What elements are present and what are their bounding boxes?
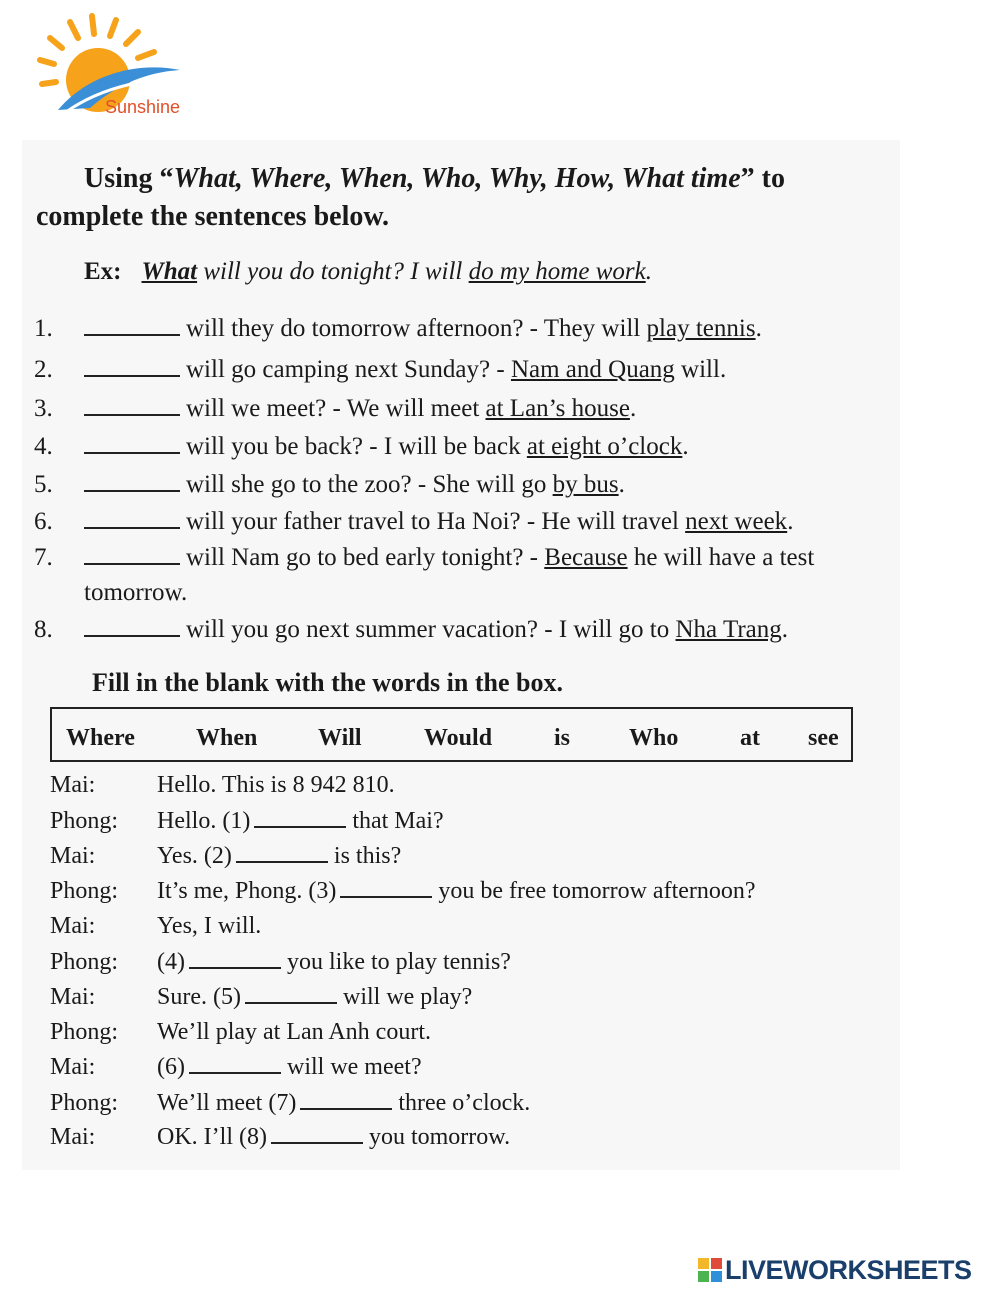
- dialogue-blank-5[interactable]: [245, 984, 337, 1004]
- word-see: see: [808, 725, 839, 751]
- instruction-what-where: Using “What, Where, When, Who, Why, How, What time” to complete the sentences below.: [84, 160, 894, 198]
- instruction-fill-blank: Fill in the blank with the words in the box.: [92, 668, 563, 697]
- dialogue-blank-4[interactable]: [189, 949, 281, 969]
- answer-blank-1[interactable]: [84, 316, 180, 336]
- example-answer: What: [141, 258, 198, 285]
- answer-blank-4[interactable]: [84, 434, 180, 454]
- example-line: Ex: What will you do tonight? I will do my home work.: [84, 258, 652, 285]
- question-words: What, Where, When, Who, Why, How, What time: [173, 163, 741, 194]
- question-4: 4. will you be back? - I will be back at eight o’clock.: [34, 433, 689, 460]
- question-3: 3. will we meet? - We will meet at Lan’s house.: [34, 395, 637, 422]
- dialogue-blank-1[interactable]: [254, 808, 346, 828]
- question-5: 5. will she go to the zoo? - She will go by bus.: [34, 471, 625, 498]
- brand-text: LIVEWORKSHEETS: [725, 1254, 972, 1285]
- answer-blank-6[interactable]: [84, 509, 180, 529]
- question-7: 7. will Nam go to bed early tonight? - Because he will have a test: [34, 544, 815, 571]
- dialogue-blank-8[interactable]: [271, 1124, 363, 1144]
- answer-blank-5[interactable]: [84, 472, 180, 492]
- answer-blank-7[interactable]: [84, 545, 180, 565]
- worksheet-scan: [22, 140, 900, 1170]
- word-will: Will: [318, 725, 362, 751]
- word-box: [50, 707, 853, 762]
- word-when: When: [196, 725, 258, 751]
- question-6: 6. will your father travel to Ha Noi? - He will travel next week.: [34, 508, 794, 535]
- question-1: 1. will they do tomorrow afternoon? - They will play tennis.: [34, 315, 762, 342]
- answer-blank-8[interactable]: [84, 617, 180, 637]
- answer-blank-2[interactable]: [84, 357, 180, 377]
- word-who: Who: [629, 725, 679, 751]
- logo-text: Sunshine: [105, 97, 181, 117]
- word-where: Where: [66, 725, 135, 751]
- word-at: at: [740, 725, 760, 751]
- question-8: 8. will you go next summer vacation? - I will go to Nha Trang.: [34, 616, 789, 643]
- answer-blank-3[interactable]: [84, 396, 180, 416]
- word-would: Would: [424, 725, 493, 751]
- liveworksheets-brand[interactable]: [698, 1256, 972, 1284]
- question-2: 2. will go camping next Sunday? - Nam and Quang will.: [34, 356, 727, 383]
- dialogue-blank-6[interactable]: [189, 1054, 281, 1074]
- dialogue-blank-3[interactable]: [340, 878, 432, 898]
- liveworksheets-icon: [698, 1258, 722, 1282]
- dialogue-blank-7[interactable]: [300, 1090, 392, 1110]
- dialogue-blank-2[interactable]: [236, 843, 328, 863]
- question-7-continued: tomorrow.: [84, 579, 188, 606]
- instruction-line2: complete the sentences below.: [36, 201, 390, 232]
- word-is: is: [554, 725, 571, 751]
